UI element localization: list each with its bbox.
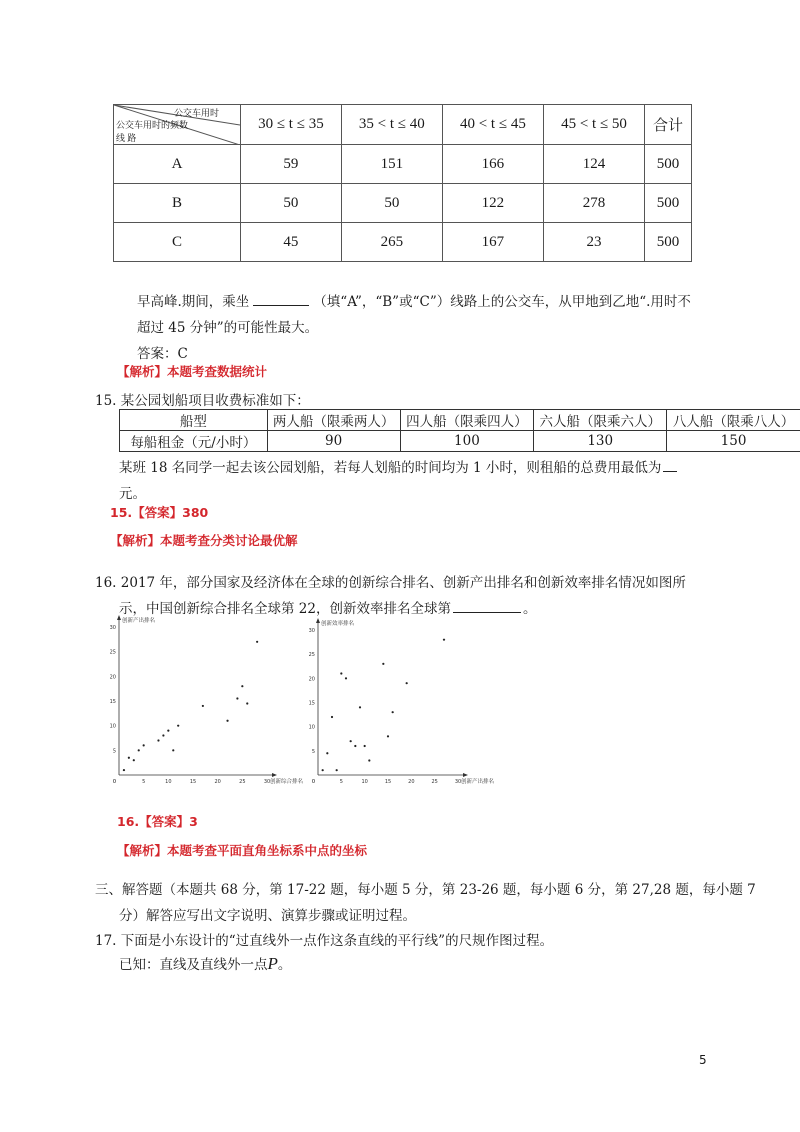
x-tick-label: 15 [384, 779, 392, 785]
x-axis-label: 创新综合排名 [270, 779, 304, 785]
x-axis-arrow [272, 773, 277, 777]
y-axis-arrow [316, 618, 320, 623]
answer-blank [253, 292, 309, 306]
q14-line2: 超过 45 分钟”的可能性最大。 [137, 320, 319, 336]
q17-text: 已知：直线及直线外一点 [119, 957, 268, 973]
data-point [382, 663, 384, 665]
data-point [226, 720, 228, 722]
point-p-label: P [267, 954, 278, 973]
q17-line2 [119, 953, 291, 974]
data-point [177, 725, 179, 727]
q15-answer: 15.【答案】380 [110, 505, 209, 520]
value-cell: 50 [241, 184, 342, 223]
data-point [202, 705, 204, 707]
q17-end: 。 [277, 957, 292, 973]
q14-text-b: （填“A”，“B”或“C”）线路上的公交车，从甲地到乙地“.用时不 [313, 294, 691, 310]
page-number: 5 [699, 1053, 707, 1067]
header-cell: 六人船（限乘六人） [534, 410, 667, 431]
answer-blank [453, 599, 521, 613]
y-tick-label: 30 [308, 628, 315, 634]
scatter-chart-right [304, 617, 514, 794]
q15-body-line2: 元。 [119, 486, 146, 502]
data-point [336, 769, 338, 771]
value-cell: 500 [645, 184, 692, 223]
q15-analysis: 【解析】本题考查分类讨论最优解 [110, 533, 298, 548]
corner-label-top: 公交车用时 [174, 108, 220, 118]
y-tick-label: 20 [308, 676, 315, 683]
value-cell: 278 [543, 184, 644, 223]
y-tick-label: 5 [311, 748, 315, 755]
value-cell: 500 [645, 223, 692, 262]
data-point [138, 749, 140, 751]
data-point [128, 757, 130, 759]
y-tick-label: 25 [308, 652, 315, 659]
header-cell: 八人船（限乘八人） [667, 410, 800, 431]
data-point [143, 744, 145, 746]
data-point [443, 639, 445, 641]
value-cell: 150 [667, 431, 800, 452]
y-tick-label: 15 [109, 699, 116, 705]
route-cell: B [114, 184, 241, 223]
value-cell: 124 [543, 145, 644, 184]
q14-text-a: 早高峰.期间，乘坐 [137, 294, 250, 310]
x-tick-label: 5 [339, 779, 343, 785]
q16-answer: 16.【答案】3 [117, 814, 198, 829]
x-tick-label: 5 [142, 779, 146, 785]
y-tick-label: 20 [109, 674, 116, 681]
value-cell: 265 [341, 223, 442, 262]
value-cell: 100 [400, 431, 534, 452]
data-point [236, 697, 238, 699]
x-tick-label: 10 [165, 779, 172, 785]
data-point [133, 759, 135, 761]
y-tick-label: 25 [109, 649, 116, 656]
value-cell: 90 [267, 431, 400, 452]
section3-line2: 分）解答应写出文字说明、演算步骤或证明过程。 [119, 908, 416, 924]
data-point [387, 735, 389, 737]
route-cell: C [114, 223, 241, 262]
y-tick-label: 10 [109, 723, 116, 730]
q14-answer: 答案：C [137, 346, 188, 362]
y-tick-label: 5 [112, 748, 116, 755]
data-point [162, 734, 164, 736]
data-point [241, 685, 243, 687]
scatter-chart-left-svg [106, 612, 306, 790]
data-point [123, 769, 125, 771]
table-row [114, 184, 692, 223]
value-cell: 130 [534, 431, 667, 452]
corner-label-mid: 公交车用时的频数 [116, 120, 189, 130]
data-point [322, 769, 324, 771]
data-point [326, 752, 328, 754]
header-cell: 30 ≤ t ≤ 35 [241, 105, 342, 145]
data-point [354, 745, 356, 747]
q16-end: 。 [522, 601, 537, 617]
y-axis-label: 创新效率排名 [321, 621, 355, 627]
x-tick-label: 20 [408, 779, 415, 785]
data-point [364, 745, 366, 747]
header-cell: 船型 [120, 410, 268, 431]
value-cell: 500 [645, 145, 692, 184]
q14-analysis: 【解析】本题考查数据统计 [117, 364, 268, 379]
table-row [120, 410, 800, 431]
q14-line1 [137, 290, 691, 310]
x-axis-label: 创新产出排名 [461, 779, 495, 785]
data-point [256, 641, 258, 643]
data-point [246, 702, 248, 704]
header-cell: 合计 [645, 105, 692, 145]
header-cell: 45 < t ≤ 50 [543, 105, 644, 145]
value-cell: 166 [442, 145, 543, 184]
x-tick-label: 25 [431, 779, 438, 785]
y-axis-arrow [117, 615, 121, 620]
q17-line1: 17. 下面是小东设计的“过直线外一点作这条直线的平行线”的尺规作图过程。 [95, 933, 554, 949]
q15-body-text: 某班 18 名同学一起去该公园划船，若每人划船的时间均为 1 小时，则租船的总费用最低为 [119, 460, 662, 476]
section3-line1: 三、解答题（本题共 68 分，第 17-22 题，每小题 5 分，第 23-26 题，每小题 6 分，第 27,28 题，每小题 7 [95, 882, 756, 898]
value-cell: 122 [442, 184, 543, 223]
value-cell: 50 [341, 184, 442, 223]
data-point [359, 706, 361, 708]
q15-stem: 15. 某公园划船项目收费标准如下： [95, 393, 310, 409]
table-row [120, 431, 800, 452]
value-cell: 45 [241, 223, 342, 262]
data-point [350, 740, 352, 742]
header-cell: 40 < t ≤ 45 [442, 105, 543, 145]
data-point [345, 677, 347, 679]
x-tick-label: 25 [239, 779, 246, 785]
y-tick-label: 10 [308, 724, 315, 731]
answer-blank [663, 458, 677, 472]
value-cell: 167 [442, 223, 543, 262]
y-tick-label: 15 [308, 700, 315, 707]
value-cell: 59 [241, 145, 342, 184]
data-point [167, 730, 169, 732]
data-point [368, 759, 370, 761]
table-row [114, 223, 692, 262]
row-label-cell: 每船租金（元/小时） [120, 431, 268, 452]
value-cell: 151 [341, 145, 442, 184]
x-tick-label: 30 [263, 779, 271, 785]
route-cell: A [114, 145, 241, 184]
boat-fee-table [119, 409, 800, 452]
data-point [406, 682, 408, 684]
bus-frequency-table [113, 104, 692, 262]
x-tick-label: 30 [454, 779, 462, 785]
origin-label: 0 [311, 779, 315, 785]
origin-label: 0 [112, 779, 116, 785]
x-tick-label: 15 [189, 779, 197, 785]
header-cell: 四人船（限乘四人） [400, 410, 534, 431]
y-tick-label: 30 [109, 625, 116, 631]
data-point [331, 716, 333, 718]
corner-label-bottom: 线 路 [116, 133, 137, 143]
value-cell: 23 [543, 223, 644, 262]
data-point [172, 749, 174, 751]
q16-text: 示，中国创新综合排名全球第 22，创新效率排名全球第 [119, 601, 451, 617]
scatter-chart-right-svg [304, 617, 514, 790]
data-point [340, 672, 342, 674]
data-point [392, 711, 394, 713]
scatter-chart-left [106, 612, 306, 794]
table-row [114, 145, 692, 184]
y-axis-label: 创新产出排名 [122, 618, 156, 624]
header-cell: 35 < t ≤ 40 [341, 105, 442, 145]
x-axis-arrow [463, 773, 468, 777]
header-cell: 两人船（限乘两人） [267, 410, 400, 431]
q16-line1: 16. 2017 年，部分国家及经济体在全球的创新综合排名、创新产出排名和创新效率排名情况如图所 [95, 575, 686, 591]
x-tick-label: 10 [361, 779, 368, 785]
x-tick-label: 20 [214, 779, 221, 785]
q15-body-line1 [119, 456, 677, 476]
table-corner-cell [114, 105, 241, 145]
data-point [157, 739, 159, 741]
q16-analysis: 【解析】本题考查平面直角坐标系中点的坐标 [117, 843, 368, 858]
